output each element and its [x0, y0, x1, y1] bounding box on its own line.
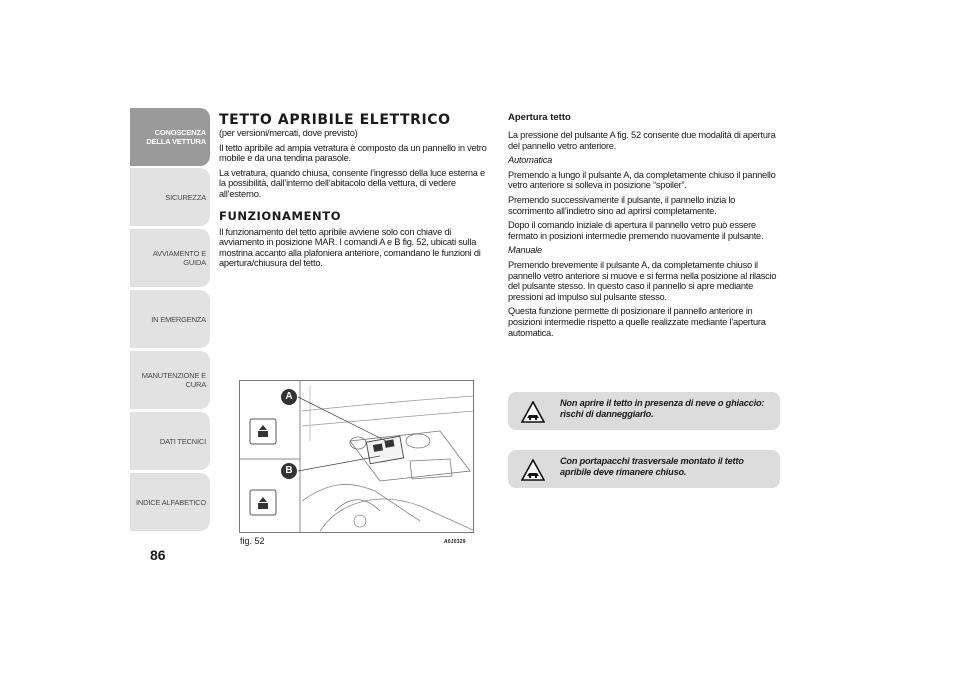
paragraph: La vetratura, quando chiusa, consente l’ingresso della luce esterna e la possibilità, dall’interno dell’abitacolo della vettura, di vedere all’esterno.	[219, 167, 485, 199]
paragraph: Il funzionamento del tetto apribile avviene solo con chiave di avviamento in posizione MAR. I comandi A e B fig. 52, ubicati sulla mostrina accanto alla plafoniera anteriore, comandano le funzioni di apertura/chiusura del tetto.	[219, 226, 481, 269]
left-column	[219, 112, 491, 273]
figure-caption: fig. 52	[240, 536, 265, 546]
warning-box	[508, 392, 780, 430]
button-b-icon	[250, 490, 276, 515]
right-column	[508, 112, 780, 342]
warning-box	[508, 450, 780, 488]
mode-label: Manuale	[508, 245, 542, 256]
tab-dati-tecnici[interactable]: DATI TECNICI	[130, 412, 210, 470]
figure-label-a: A	[285, 391, 293, 402]
warning-triangle-icon	[521, 459, 545, 481]
paragraph: Premendo a lungo il pulsante A, da completamente chiuso il pannello vetro anteriore si solleva in posizione “spoiler”.	[508, 169, 776, 191]
paragraph: Il tetto apribile ad ampia vetratura è composto da un pannello in vetro mobile e da una tendina parasole.	[219, 142, 487, 164]
figure-roof-controls	[239, 380, 474, 533]
figure-label-b: B	[285, 465, 293, 476]
subsection-heading: Apertura tetto	[508, 112, 571, 123]
page-number: 86	[150, 547, 166, 563]
paragraph: Premendo brevemente il pulsante A, da completamente chiuso il pannello vetro anteriore si muove e si ferma nella posizione al rilascio del pulsante stesso. In questo caso il pannello si apre mediante pressioni ad impulso sul pulsante stesso.	[508, 259, 777, 302]
figure-code: A0J0329	[444, 539, 466, 545]
warning-text: Non aprire il tetto in presenza di neve o ghiaccio: rischi di danneggiarlo.	[560, 398, 765, 419]
tab-avviamento-e-guida[interactable]: AVVIAMENTO E GUIDA	[130, 229, 210, 287]
tab-sicurezza[interactable]: SICUREZZA	[130, 168, 210, 226]
warning-text: Con portapacchi trasversale montato il tetto apribile deve rimanere chiuso.	[560, 456, 744, 477]
paragraph: Questa funzione permette di posizionare il pannello anteriore in posizioni intermedie rispetto a quelle realizzate mediante l’apertura automatica.	[508, 306, 766, 338]
tab-in-emergenza[interactable]: IN EMERGENZA	[130, 290, 210, 348]
tab-manutenzione-e-cura[interactable]: MANUTENZIONE E CURA	[130, 351, 210, 409]
mode-label: Automatica	[508, 155, 553, 166]
warning-triangle-icon	[521, 401, 545, 423]
section-subtitle: (per versioni/mercati, dove previsto)	[219, 128, 358, 138]
paragraph: Premendo successivamente il pulsante, il pannello inizia lo scorrimento all’indietro sino ad aprirsi completamente.	[508, 194, 736, 216]
tab-conoscenza-della-vettura[interactable]: CONOSCENZA DELLA VETTURA	[130, 108, 210, 166]
section-heading: FUNZIONAMENTO	[219, 208, 342, 223]
paragraph: Dopo il comando iniziale di apertura il pannello vetro può essere fermato in posizioni intermedie premendo nuovamente il pulsante.	[508, 220, 764, 241]
section-title: TETTO APRIBILE ELETTRICO	[219, 112, 451, 128]
tab-indice-alfabetico[interactable]: INDICE ALFABETICO	[130, 473, 210, 531]
roof-control-illustration	[240, 381, 474, 533]
paragraph: La pressione del pulsante A fig. 52 consente due modalità di apertura del pannello vetro anteriore.	[508, 130, 776, 151]
